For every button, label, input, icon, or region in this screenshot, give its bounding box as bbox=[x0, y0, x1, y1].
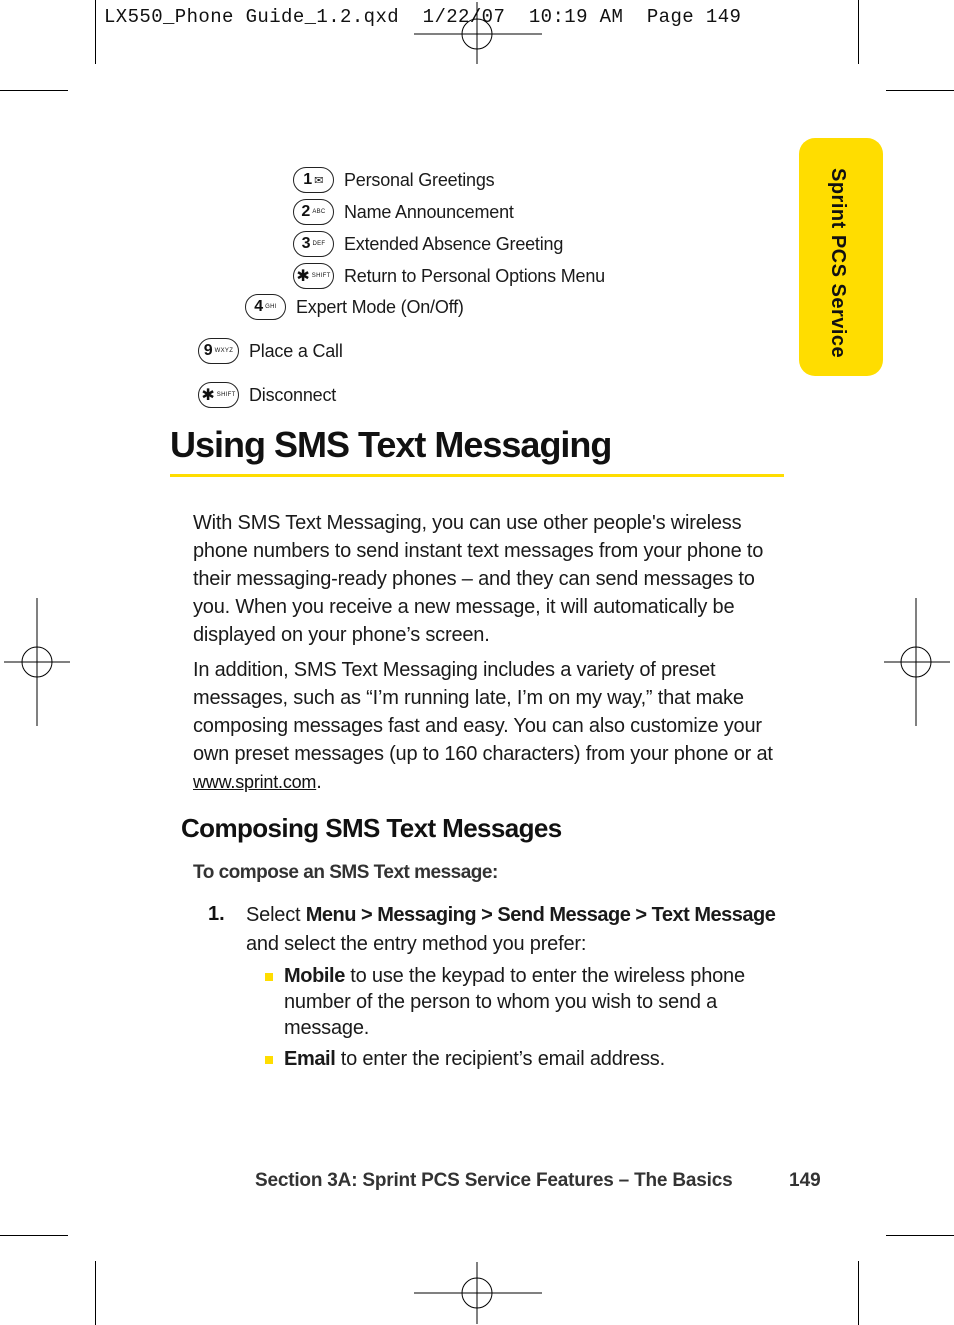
page-title: Using SMS Text Messaging bbox=[170, 424, 612, 465]
key-star-icon: ✱ SHIFT bbox=[293, 263, 334, 289]
step-body bbox=[246, 901, 786, 959]
key-2-icon: 2 ABC bbox=[293, 199, 334, 225]
sprint-website-link[interactable]: www.sprint.com bbox=[193, 772, 317, 792]
bullet-description: to use the keypad to enter the wireless phone number of the person to whom you wish to send a message. bbox=[284, 965, 745, 1039]
menu-item-label: Disconnect bbox=[249, 384, 337, 405]
key-3-icon: 3 DEF bbox=[293, 231, 334, 257]
menu-item-return-personal-options bbox=[293, 262, 605, 290]
menu-item-label: Name Announcement bbox=[344, 201, 514, 222]
menu-item-label: Expert Mode (On/Off) bbox=[296, 296, 464, 317]
intro-paragraph: With SMS Text Messaging, you can use other people's wireless phone numbers to send instant text messages from your phone to their messaging-ready phones – and they can send messages to you. When you receive a new message, it will automatically be displayed on your phone’s screen. bbox=[193, 512, 764, 646]
side-tab-label: Sprint PCS Service bbox=[827, 168, 849, 359]
step-number: 1. bbox=[208, 903, 225, 925]
section-subheading: Composing SMS Text Messages bbox=[181, 813, 562, 843]
menu-item-label: Place a Call bbox=[249, 340, 343, 361]
page-number: 149 bbox=[789, 1170, 821, 1191]
menu-item-extended-absence-greeting bbox=[293, 230, 563, 258]
bullet-description: to enter the recipient’s email address. bbox=[335, 1048, 665, 1070]
printer-slug: LX550_Phone Guide_1.2.qxd 1/22/07 10:19 AM Page 149 bbox=[104, 6, 742, 28]
key-9-icon: 9 WXYZ bbox=[198, 338, 239, 364]
crop-mark bbox=[95, 0, 96, 64]
crop-mark bbox=[858, 1261, 859, 1325]
registration-mark-right bbox=[884, 598, 950, 726]
paragraph-text: In addition, SMS Text Messaging includes a variety of preset messages, such as “I’m running late, I’m on my way,” that make composing messages fast and easy. You can also customize your own preset messages (up to 160 characters) from your phone or at bbox=[193, 659, 773, 765]
registration-mark-left bbox=[4, 598, 70, 726]
bullet-term: Mobile bbox=[284, 965, 345, 987]
paragraph-end: . bbox=[316, 771, 322, 793]
bullet-mobile bbox=[284, 963, 789, 1041]
menu-item-disconnect bbox=[198, 381, 336, 409]
footer-section-title: Section 3A: Sprint PCS Service Features – The Basics bbox=[255, 1170, 733, 1191]
key-1-icon: 1 ✉ bbox=[293, 167, 334, 193]
menu-item-label: Return to Personal Options Menu bbox=[344, 265, 605, 286]
crop-mark bbox=[95, 1261, 96, 1325]
crop-mark bbox=[858, 0, 859, 64]
crop-mark bbox=[0, 90, 68, 91]
procedure-lead: To compose an SMS Text message: bbox=[193, 862, 498, 883]
registration-mark-top bbox=[414, 2, 542, 64]
bullet-email bbox=[284, 1046, 789, 1072]
step-prefix: Select bbox=[246, 904, 306, 926]
key-4-icon: 4 GHI bbox=[245, 294, 286, 320]
title-underline bbox=[170, 474, 784, 477]
menu-item-label: Personal Greetings bbox=[344, 169, 495, 190]
menu-item-personal-greetings bbox=[293, 166, 494, 194]
menu-item-place-call bbox=[198, 337, 343, 365]
preset-messages-paragraph bbox=[193, 656, 785, 796]
menu-item-label: Extended Absence Greeting bbox=[344, 233, 564, 254]
bullet-marker bbox=[265, 973, 273, 981]
bullet-term: Email bbox=[284, 1048, 336, 1070]
bullet-marker bbox=[265, 1056, 273, 1064]
menu-item-name-announcement bbox=[293, 198, 514, 226]
crop-mark bbox=[0, 1235, 68, 1236]
key-star-icon: ✱ SHIFT bbox=[198, 382, 239, 408]
crop-mark bbox=[886, 1235, 954, 1236]
menu-path: Menu > Messaging > Send Message > Text Message bbox=[305, 904, 776, 926]
step-suffix: and select the entry method you prefer: bbox=[246, 933, 587, 955]
registration-mark-bottom bbox=[414, 1262, 542, 1324]
menu-item-expert-mode bbox=[245, 293, 464, 321]
crop-mark bbox=[886, 90, 954, 91]
